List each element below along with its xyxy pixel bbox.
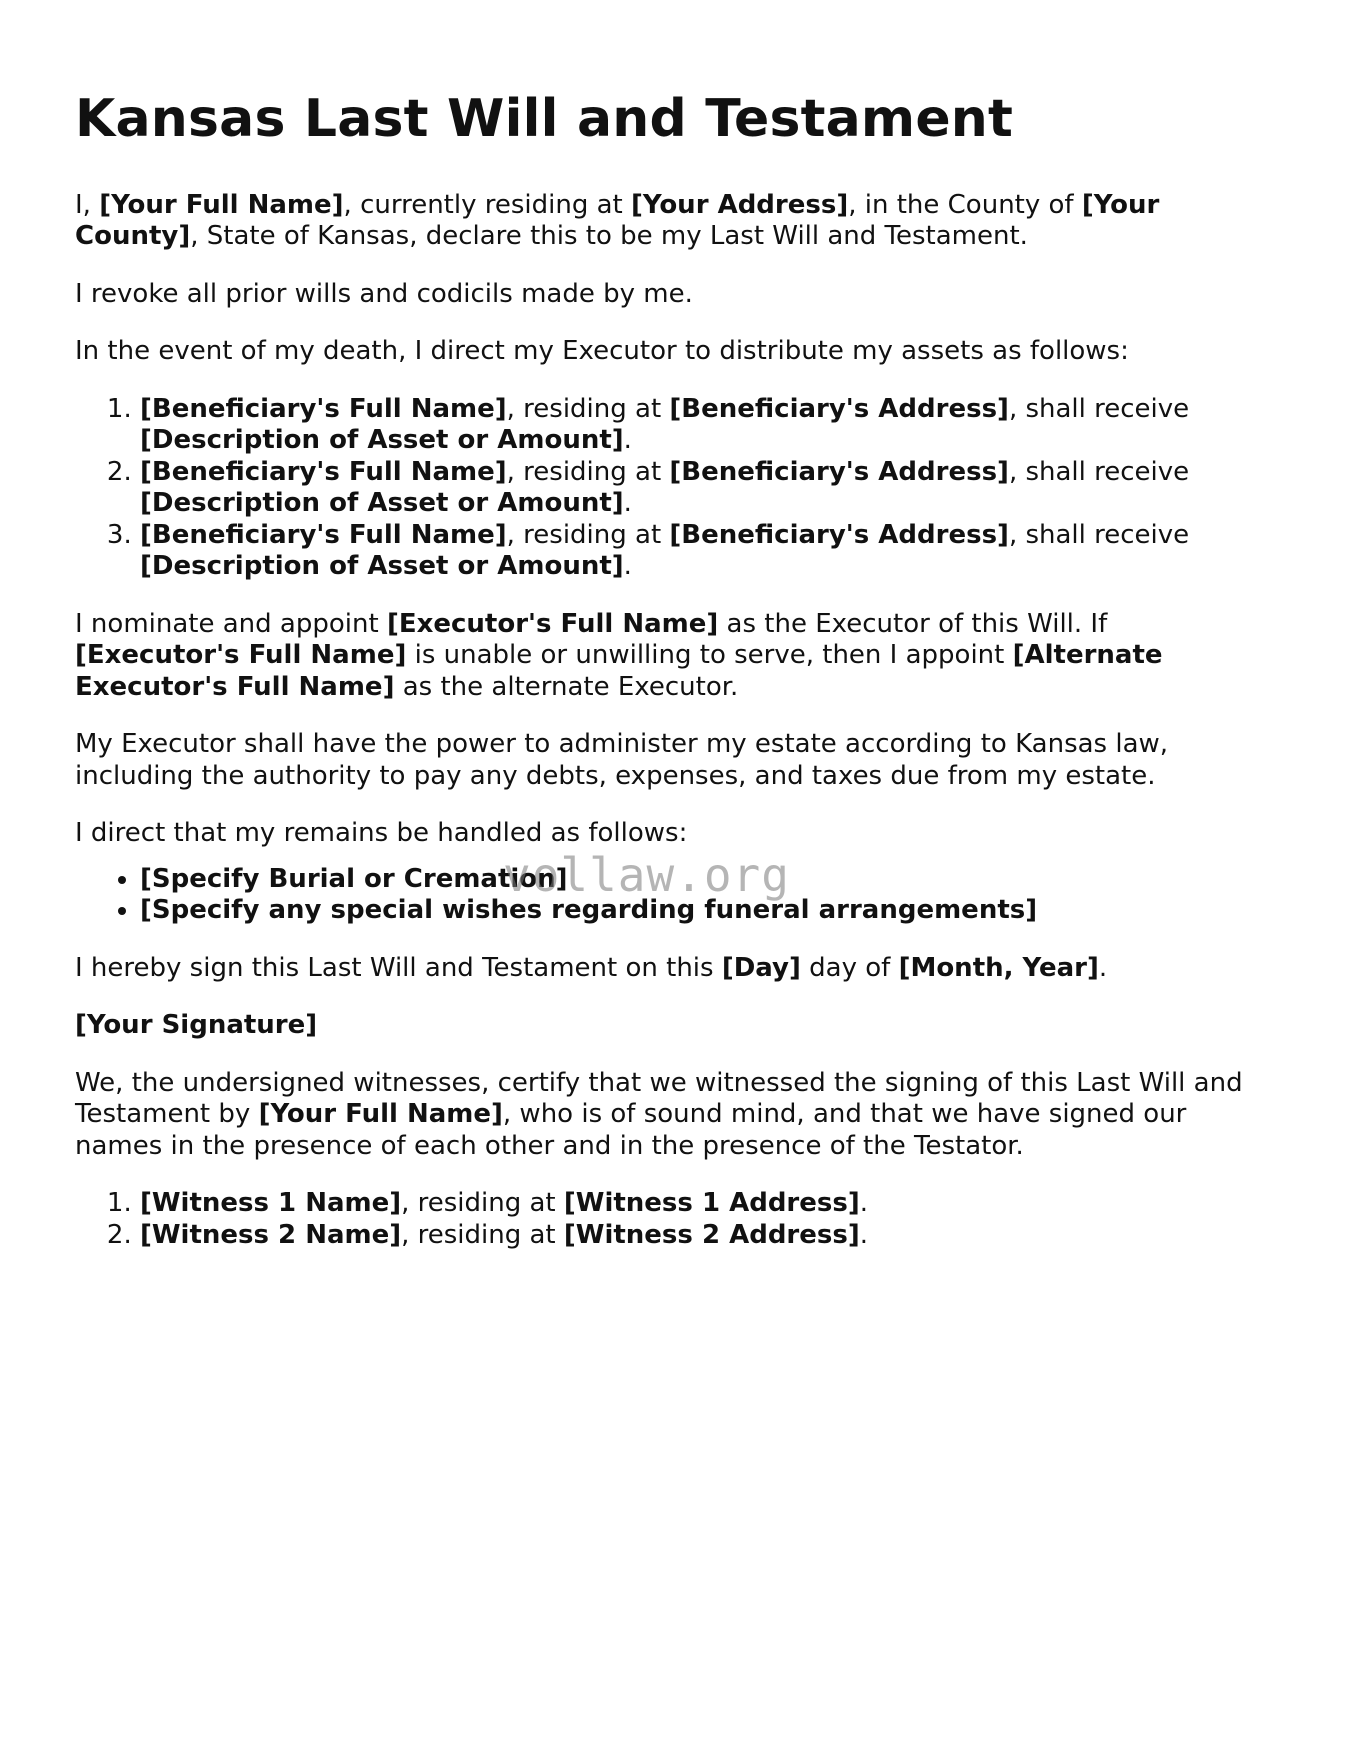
testator-name-placeholder: [Your Full Name] — [258, 1099, 503, 1130]
remains-list — [75, 864, 1260, 927]
signing-day-placeholder: [Day] — [721, 952, 801, 983]
beneficiary-list — [75, 394, 1260, 583]
intro-text-1: I, — [75, 189, 100, 220]
executor-name-placeholder: [Executor's Full Name] — [75, 640, 407, 671]
beneficiary-name: [Beneficiary's Full Name] — [140, 519, 507, 550]
testator-county-placeholder: [Your County] — [75, 189, 1160, 252]
executor-text: as the Executor of this Will. If — [718, 608, 1108, 639]
beneficiary-address: [Beneficiary's Address] — [669, 519, 1009, 550]
beneficiary-text: . — [623, 551, 632, 582]
testator-address-placeholder: [Your Address] — [631, 189, 849, 220]
remains-item-text: [Specify Burial or Cremation] — [140, 863, 568, 894]
beneficiary-text: , shall receive — [1008, 456, 1190, 487]
distribution-intro: In the event of my death, I direct my Executor to distribute my assets as follows: — [75, 336, 1129, 367]
executor-text: I nominate and appoint — [75, 608, 387, 639]
witness-text: . — [859, 1188, 868, 1219]
witness-name: [Witness 1 Name] — [140, 1188, 402, 1219]
remains-item-text: [Specify any special wishes regarding funeral arrangements] — [140, 895, 1038, 926]
intro-text-4: , State of Kansas, declare this to be my Last Will and Testament. — [190, 221, 1028, 252]
witness-text: . — [859, 1219, 868, 1250]
intro-paragraph — [75, 190, 1260, 253]
remains-item — [140, 895, 1260, 927]
beneficiary-asset: [Description of Asset or Amount] — [140, 425, 624, 456]
signature-line — [75, 1010, 1260, 1042]
beneficiary-item — [140, 520, 1260, 583]
beneficiary-address: [Beneficiary's Address] — [669, 456, 1009, 487]
witness-address: [Witness 2 Address] — [563, 1219, 860, 1250]
signing-text: day of — [800, 952, 899, 983]
witness-item — [140, 1220, 1260, 1252]
beneficiary-text: , residing at — [506, 393, 670, 424]
witness-statement-text: We, the undersigned witnesses, certify that we witnessed the signing of this Last Will and Testament by — [75, 1067, 1243, 1130]
witness-item — [140, 1188, 1260, 1220]
beneficiary-text: , shall receive — [1008, 393, 1190, 424]
remains-item — [140, 864, 1260, 896]
watermark: vollaw.org — [503, 848, 790, 902]
witness-text: , residing at — [401, 1219, 564, 1250]
beneficiary-text: , residing at — [506, 519, 670, 550]
witness-list — [75, 1188, 1260, 1251]
witness-name: [Witness 2 Name] — [140, 1219, 402, 1250]
alternate-executor-placeholder: [Alternate Executor's Full Name] — [75, 640, 1163, 702]
executor-powers-paragraph: My Executor shall have the power to administer my estate according to Kansas law, including the authority to pay any debts, expenses, and taxes due from my estate. — [75, 729, 1169, 791]
beneficiary-text: , shall receive — [1008, 519, 1190, 550]
beneficiary-item — [140, 394, 1260, 457]
signing-month-year-placeholder: [Month, Year] — [898, 952, 1099, 983]
executor-text: as the alternate Executor. — [394, 671, 739, 702]
witness-address: [Witness 1 Address] — [563, 1188, 860, 1219]
document-title: Kansas Last Will and Testament — [75, 89, 1014, 149]
revoke-paragraph: I revoke all prior wills and codicils made by me. — [75, 278, 693, 309]
beneficiary-asset: [Description of Asset or Amount] — [140, 551, 624, 582]
beneficiary-text: , residing at — [506, 456, 670, 487]
testator-name-placeholder: [Your Full Name] — [99, 189, 344, 220]
witness-text: , residing at — [401, 1188, 564, 1219]
beneficiary-name: [Beneficiary's Full Name] — [140, 456, 507, 487]
beneficiary-address: [Beneficiary's Address] — [669, 393, 1009, 424]
executor-name-placeholder: [Executor's Full Name] — [386, 608, 719, 639]
beneficiary-text: . — [623, 488, 632, 519]
intro-text-3: , in the County of — [848, 189, 1082, 220]
intro-text-2: , currently residing at — [343, 189, 631, 220]
signing-paragraph — [75, 953, 1260, 985]
signing-text: . — [1098, 952, 1108, 983]
document-page — [75, 90, 1260, 1277]
beneficiary-asset: [Description of Asset or Amount] — [140, 488, 624, 519]
executor-text: is unable or unwilling to serve, then I appoint — [406, 640, 1013, 671]
beneficiary-name: [Beneficiary's Full Name] — [140, 393, 507, 424]
remains-intro: I direct that my remains be handled as follows: — [75, 818, 688, 849]
beneficiary-item — [140, 457, 1260, 520]
witness-statement-text: , who is of sound mind, and that we have signed our names in the presence of each other and in the presence of the Testator. — [75, 1099, 1187, 1161]
witness-statement — [75, 1068, 1260, 1163]
beneficiary-text: . — [623, 425, 632, 456]
signing-text: I hereby sign this Last Will and Testament on this — [75, 952, 722, 983]
executor-paragraph — [75, 609, 1260, 704]
signature-placeholder: [Your Signature] — [75, 1010, 318, 1041]
